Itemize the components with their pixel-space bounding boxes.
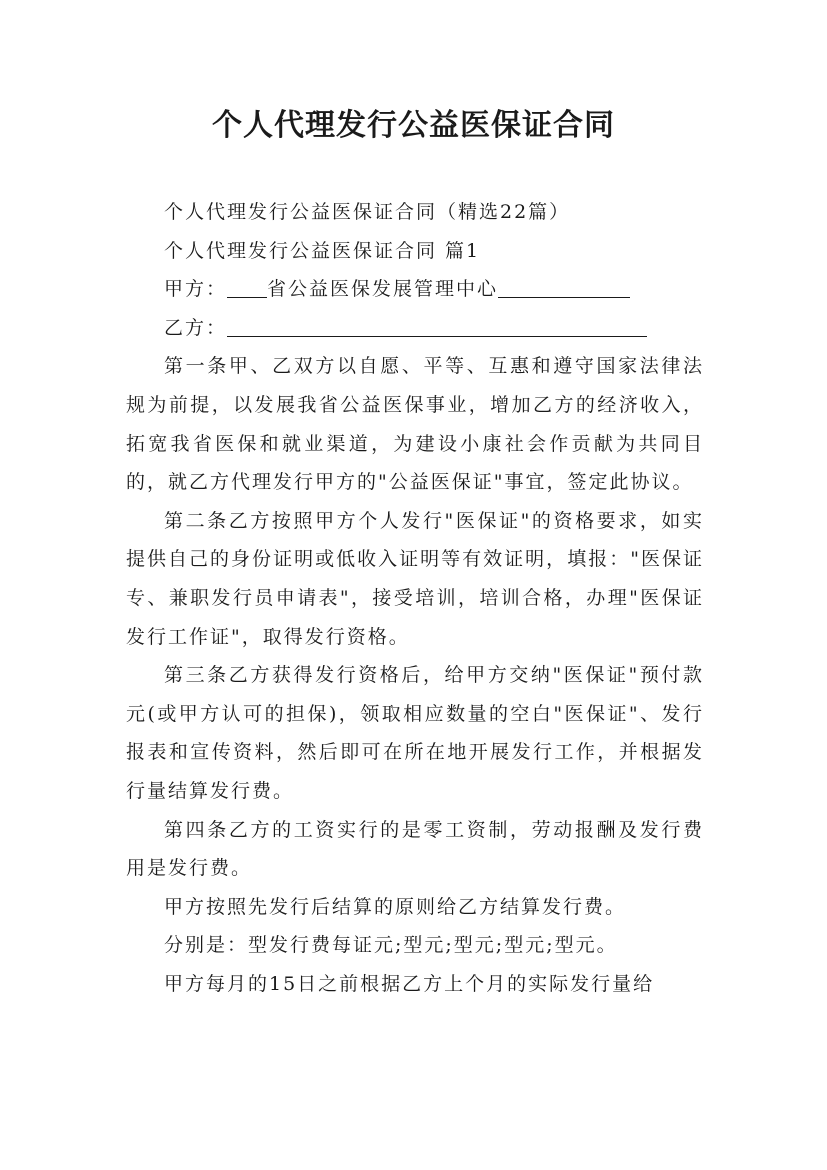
paragraph-article-4: 第四条乙方的工资实行的是零工资制，劳动报酬及发行费用是发行费。 xyxy=(126,818,704,880)
party-a-line xyxy=(126,270,704,309)
document-body xyxy=(126,193,704,1003)
document-title: 个人代理发行公益医保证合同 xyxy=(212,108,615,143)
paragraph-fee-types: 分别是：型发行费每证元;型元;型元;型元;型元。 xyxy=(164,934,618,957)
party-b-label: 乙方： xyxy=(164,316,228,339)
party-a-blank-1 xyxy=(227,278,267,298)
paragraph-article-3: 第三条乙方获得发行资格后，给甲方交纳"医保证"预付款元(或甲方认可的担保)，领取相应数量的空白"医保证"、发行报表和宣传资料，然后即可在所在地开展发行工作，并根据发行量结算发行费。 xyxy=(126,664,704,802)
subtitle-line: 个人代理发行公益医保证合同（精选22篇） xyxy=(164,201,571,223)
paragraph-article-1: 第一条甲、乙双方以自愿、平等、互惠和遵守国家法律法规为前提，以发展我省公益医保事业，增加乙方的经济收入，拓宽我省医保和就业渠道，为建设小康社会作贡献为共同目的，就乙方代理发行甲方的"公益医保证"事宜，签定此协议。 xyxy=(126,355,704,494)
paragraph-settlement-principle: 甲方按照先发行后结算的原则给乙方结算发行费。 xyxy=(164,895,627,918)
section-heading: 个人代理发行公益医保证合同 篇1 xyxy=(164,239,481,262)
party-a-blank-2 xyxy=(498,278,630,298)
party-b-line xyxy=(126,309,704,348)
party-a-label: 甲方： xyxy=(164,278,228,301)
paragraph-article-2: 第二条乙方按照甲方个人发行"医保证"的资格要求，如实提供自己的身份证明或低收入证明等有效证明，填报："医保证专、兼职发行员申请表"，接受培训，培训合格，办理"医保证发行工作证"，取得发行资格。 xyxy=(126,509,704,648)
party-b-blank xyxy=(227,317,647,337)
paragraph-monthly-settlement: 甲方每月的15日之前根据乙方上个月的实际发行量给 xyxy=(164,972,655,995)
party-a-name: 省公益医保发展管理中心 xyxy=(267,278,499,301)
